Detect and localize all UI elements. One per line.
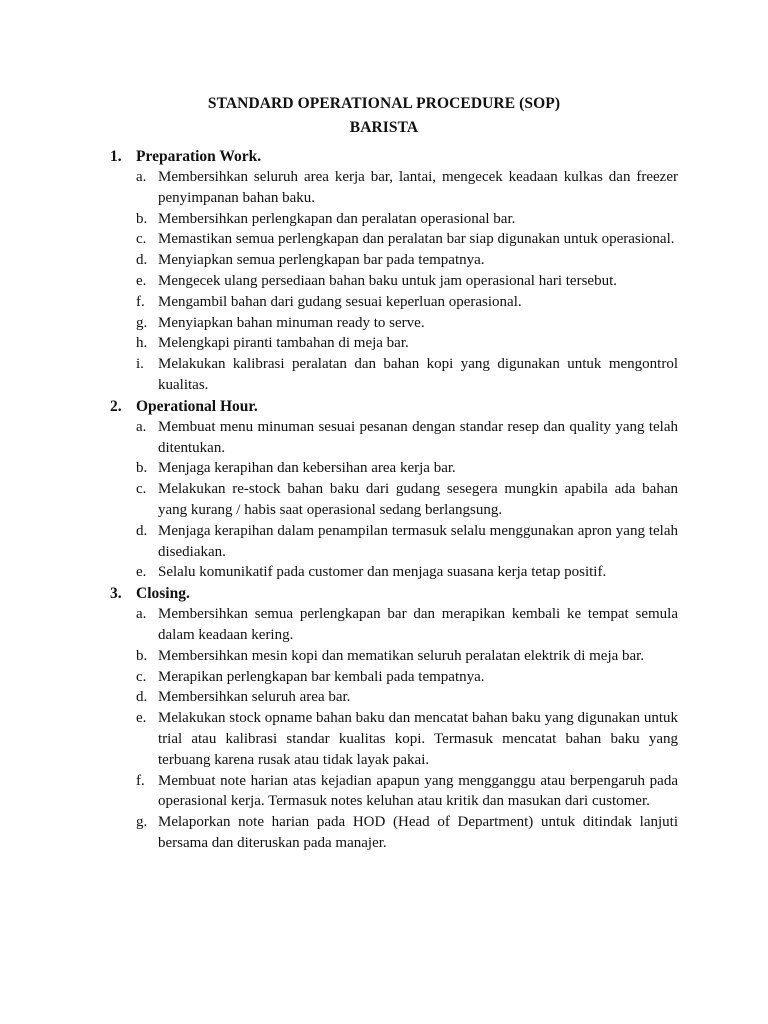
section-preparation-work [0,146,678,396]
section-closing [0,583,678,854]
section-title: Operational Hour. [136,397,258,415]
item-letter: d. [136,252,148,269]
item-list [136,417,678,583]
list-item [136,458,678,479]
item-text: Membersihkan seluruh area kerja bar, lantai, mengecek keadaan kulkas dan freezer penyimpanan bahan baku. [158,169,678,206]
item-letter: e. [136,710,147,727]
item-letter: d. [136,689,148,706]
item-text: Menyiapkan bahan minuman ready to serve. [158,314,425,331]
item-letter: a. [136,606,147,623]
list-item [136,333,678,354]
item-text: Melakukan re-stock bahan baku dari gudang sesegera mungkin apabila ada bahan yang kurang / habis saat operasional sedang berlangsung. [158,481,678,518]
item-letter: e. [136,564,147,581]
list-item [136,271,678,292]
item-letter: g. [136,314,148,331]
item-letter: a. [136,169,147,185]
list-item [136,708,678,770]
list-item [136,812,678,854]
item-text: Mengecek ulang persediaan bahan baku untuk jam operasional hari tersebut. [158,272,618,289]
section-title: Closing. [136,585,190,603]
list-item [136,417,678,459]
item-letter: i. [136,356,144,373]
item-letter: b. [136,460,148,477]
item-text: Memastikan semua perlengkapan dan peralatan bar siap digunakan untuk operasional. [158,231,675,248]
item-text: Mengambil bahan dari gudang sesuai keperluan operasional. [158,293,522,310]
item-letter: b. [136,647,148,664]
list-item [136,250,678,271]
item-text: Melakukan stock opname bahan baku dan mencatat bahan baku yang digunakan untuk trial atau kalibrasi standar kualitas kopi. Termasuk mencatat bahan baku yang terbuang karena rusak atau tidak layak pakai. [158,710,678,768]
item-letter: f. [136,772,145,789]
item-text: Melakukan kalibrasi peralatan dan bahan kopi yang digunakan untuk mengontrol kualitas. [158,356,678,393]
item-text: Membuat menu minuman sesuai pesanan dengan standar resep dan quality yang telah ditentukan. [158,418,678,456]
item-text: Membersihkan seluruh area bar. [158,689,351,706]
list-item [136,604,678,646]
item-text: Menyiapkan semua perlengkapan bar pada tempatnya. [158,252,485,269]
item-text: Membersihkan perlengkapan dan peralatan operasional bar. [158,210,516,227]
list-item [136,354,678,396]
list-item [136,313,678,334]
item-text: Membersihkan semua perlengkapan bar dan merapikan kembali ke tempat semula dalam keadaan kering. [158,606,678,643]
list-item [136,209,678,230]
section-operational-hour [0,396,678,583]
document-title: STANDARD OPERATIONAL PROCEDURE (SOP) [207,95,561,112]
item-text: Menjaga kerapihan dalam penampilan termasuk selalu menggunakan apron yang telah disediakan. [158,522,678,560]
item-text: Selalu komunikatif pada customer dan menjaga suasana kerja tetap positif. [158,564,607,581]
section-number: 1. [110,148,122,165]
list-item [136,479,678,521]
item-letter: c. [136,668,147,685]
item-text: Melengkapi piranti tambahan di meja bar. [158,335,409,352]
section-number: 3. [110,585,122,603]
item-letter: g. [136,814,148,831]
item-letter: c. [136,231,147,248]
section-title: Preparation Work. [136,148,262,165]
item-letter: c. [136,481,147,498]
item-letter: h. [136,335,148,352]
list-item [136,292,678,313]
list-item [136,521,678,563]
list-item [136,687,678,708]
item-list [136,167,678,396]
item-letter: f. [136,293,145,310]
item-text: Menjaga kerapihan dan kebersihan area kerja bar. [158,460,456,477]
item-letter: a. [136,418,147,435]
list-item [136,667,678,688]
section-list [0,146,768,854]
section-number: 2. [110,397,122,415]
document-subtitle: BARISTA [349,119,419,136]
list-item [136,562,678,583]
item-text: Merapikan perlengkapan bar kembali pada tempatnya. [158,668,485,685]
list-item [136,646,678,667]
item-text: Melaporkan note harian pada HOD (Head of Department) untuk ditindak lanjuti bersama dan diteruskan pada manajer. [158,814,678,851]
list-item [136,167,678,209]
item-text: Membersihkan mesin kopi dan mematikan seluruh peralatan elektrik di meja bar. [158,647,645,664]
item-letter: d. [136,522,148,539]
item-list [136,604,678,854]
item-letter: b. [136,210,148,227]
item-text: Membuat note harian atas kejadian apapun yang mengganggu atau berpengaruh pada operasional kerja. Termasuk notes keluhan atau kritik dan masukan dari customer. [158,772,678,810]
item-letter: e. [136,272,147,289]
list-item [136,771,678,813]
list-item [136,229,678,250]
